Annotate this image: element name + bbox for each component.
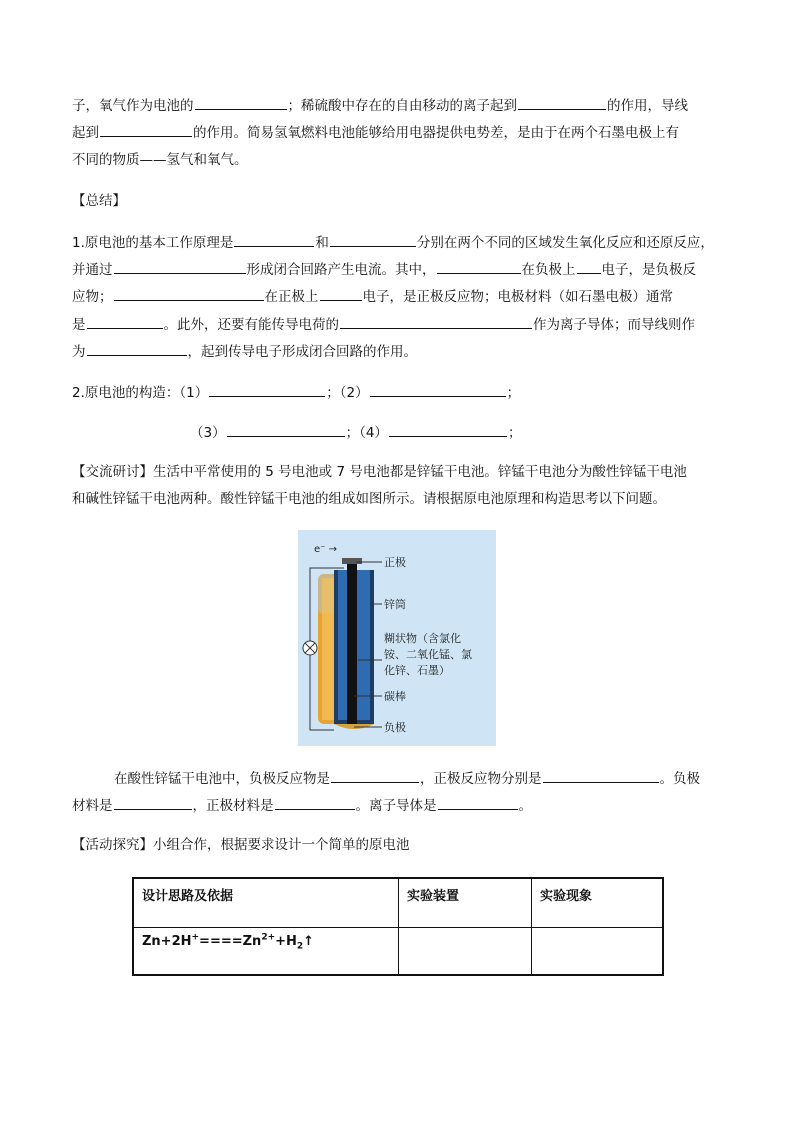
structure-line-2 bbox=[190, 422, 521, 443]
exchange-line-2: 和碱性锌锰干电池两种。酸性锌锰干电池的组成如图所示。请根据原电池原理和构造思考以下问题。 bbox=[72, 491, 666, 507]
text: ，正极反应物分别是 bbox=[420, 771, 542, 787]
equation-cell: $Zn+2H^+====Zn^{2+}+H_2↑$ bbox=[133, 928, 399, 976]
table-header-row bbox=[133, 878, 663, 928]
fill-blank[interactable] bbox=[320, 286, 362, 301]
text: 。离子导体是 bbox=[355, 798, 437, 814]
fill-blank[interactable] bbox=[330, 232, 416, 247]
fill-blank[interactable] bbox=[234, 232, 314, 247]
text: 的作用。简易氢氧燃料电池能够给用电器提供电势差，是由于在两个石墨电极上有 bbox=[193, 125, 679, 141]
text: ，起到传导电子形成闭合回路的作用。 bbox=[187, 344, 417, 360]
text: 电子，是正极反应物；电极材料（如石墨电极）通常 bbox=[362, 289, 673, 305]
header-cell: 实验装置 bbox=[399, 878, 532, 928]
summary-line-5 bbox=[72, 341, 417, 362]
para-line-2 bbox=[72, 122, 679, 143]
text: 在负极上 bbox=[521, 262, 576, 278]
exchange-line-1: 【交流研讨】生活中平常使用的 5 号电池或 7 号电池都是锌锰干电池。锌锰干电池分为酸性锌锰干电池 bbox=[72, 464, 687, 480]
paste-label-1: 糊状物（含氯化 bbox=[384, 632, 461, 645]
fill-blank[interactable] bbox=[114, 286, 264, 301]
text: 形成闭合回路产生电流。其中， bbox=[246, 262, 436, 278]
positive-label: 正极 bbox=[384, 556, 406, 569]
summary-line-3 bbox=[72, 286, 673, 307]
text: 。此外，还要有能传导电荷的 bbox=[163, 317, 339, 333]
text: ，正极材料是 bbox=[192, 798, 274, 814]
text: 。负极 bbox=[659, 771, 700, 787]
activity-heading: 【活动探究】小组合作，根据要求设计一个简单的原电池 bbox=[72, 837, 410, 853]
fill-blank[interactable] bbox=[577, 259, 601, 274]
paste-label-3: 化锌、石墨） bbox=[384, 664, 450, 677]
fill-blank[interactable] bbox=[389, 422, 507, 437]
text: 2.原电池的构造：（1） bbox=[72, 385, 209, 401]
fill-blank[interactable] bbox=[370, 382, 506, 397]
fill-blank[interactable] bbox=[275, 795, 355, 810]
zinc-can-label: 锌筒 bbox=[384, 598, 406, 611]
summary-line-4 bbox=[72, 314, 695, 335]
para-line-1 bbox=[72, 95, 688, 116]
apparatus-cell[interactable] bbox=[399, 928, 532, 976]
zinc-manganese-battery-diagram bbox=[298, 530, 496, 746]
text: 在正极上 bbox=[264, 289, 319, 305]
text: 。 bbox=[518, 798, 532, 814]
text: 作为离子导体；而导线则作 bbox=[533, 317, 695, 333]
phenomenon-cell[interactable] bbox=[532, 928, 664, 976]
header-cell: 实验现象 bbox=[532, 878, 664, 928]
electron-label: e⁻ → bbox=[314, 544, 337, 555]
fill-blank[interactable] bbox=[437, 259, 521, 274]
text: 在酸性锌锰干电池中，负极反应物是 bbox=[114, 771, 330, 787]
design-table bbox=[132, 877, 664, 976]
paste-label-2: 铵、二氧化锰、氯 bbox=[384, 648, 472, 661]
fill-blank[interactable] bbox=[114, 259, 246, 274]
text: 为 bbox=[72, 344, 86, 360]
text: 起到 bbox=[72, 125, 99, 141]
fill-blank[interactable] bbox=[227, 422, 345, 437]
question-line-2 bbox=[72, 795, 532, 816]
header-cell: 设计思路及依据 bbox=[133, 878, 399, 928]
fill-blank[interactable] bbox=[209, 382, 325, 397]
fill-blank[interactable] bbox=[543, 768, 659, 783]
text: 电子，是负极反 bbox=[601, 262, 696, 278]
question-line-1 bbox=[114, 768, 700, 789]
text: 和 bbox=[315, 235, 329, 251]
summary-line-1 bbox=[72, 232, 714, 253]
text: （3） bbox=[190, 425, 226, 441]
text: 材料是 bbox=[72, 798, 113, 814]
text: ； bbox=[506, 385, 521, 401]
carbon-rod-label: 碳棒 bbox=[384, 690, 406, 703]
fill-blank[interactable] bbox=[340, 314, 532, 329]
fill-blank[interactable] bbox=[195, 95, 287, 110]
text: ；（2） bbox=[326, 385, 369, 401]
fill-blank[interactable] bbox=[331, 768, 419, 783]
para-line-3 bbox=[72, 150, 248, 170]
text: 是 bbox=[72, 317, 86, 333]
text: ；（4） bbox=[345, 425, 388, 441]
text: ；稀硫酸中存在的自由移动的离子起到 bbox=[287, 98, 517, 114]
fill-blank[interactable] bbox=[518, 95, 606, 110]
text: 1.原电池的基本工作原理是 bbox=[72, 235, 234, 251]
fill-blank[interactable] bbox=[100, 122, 192, 137]
structure-line-1 bbox=[72, 382, 520, 403]
summary-line-2 bbox=[72, 259, 696, 280]
text: 的作用，导线 bbox=[607, 98, 688, 114]
negative-label: 负极 bbox=[384, 721, 406, 734]
fill-blank[interactable] bbox=[438, 795, 518, 810]
fill-blank[interactable] bbox=[87, 341, 187, 356]
text: 分别在两个不同的区域发生氧化反应和还原反应， bbox=[416, 235, 714, 251]
table-row bbox=[133, 928, 663, 976]
text: 应物； bbox=[72, 289, 113, 305]
battery-svg bbox=[298, 530, 496, 746]
text: 子，氧气作为电池的 bbox=[72, 98, 194, 114]
fill-blank[interactable] bbox=[114, 795, 192, 810]
text: 不同的物质——氢气和氧气。 bbox=[72, 152, 248, 168]
text: ； bbox=[507, 425, 522, 441]
text: 并通过 bbox=[72, 262, 113, 278]
fill-blank[interactable] bbox=[87, 314, 163, 329]
summary-heading: 【总结】 bbox=[72, 193, 126, 209]
